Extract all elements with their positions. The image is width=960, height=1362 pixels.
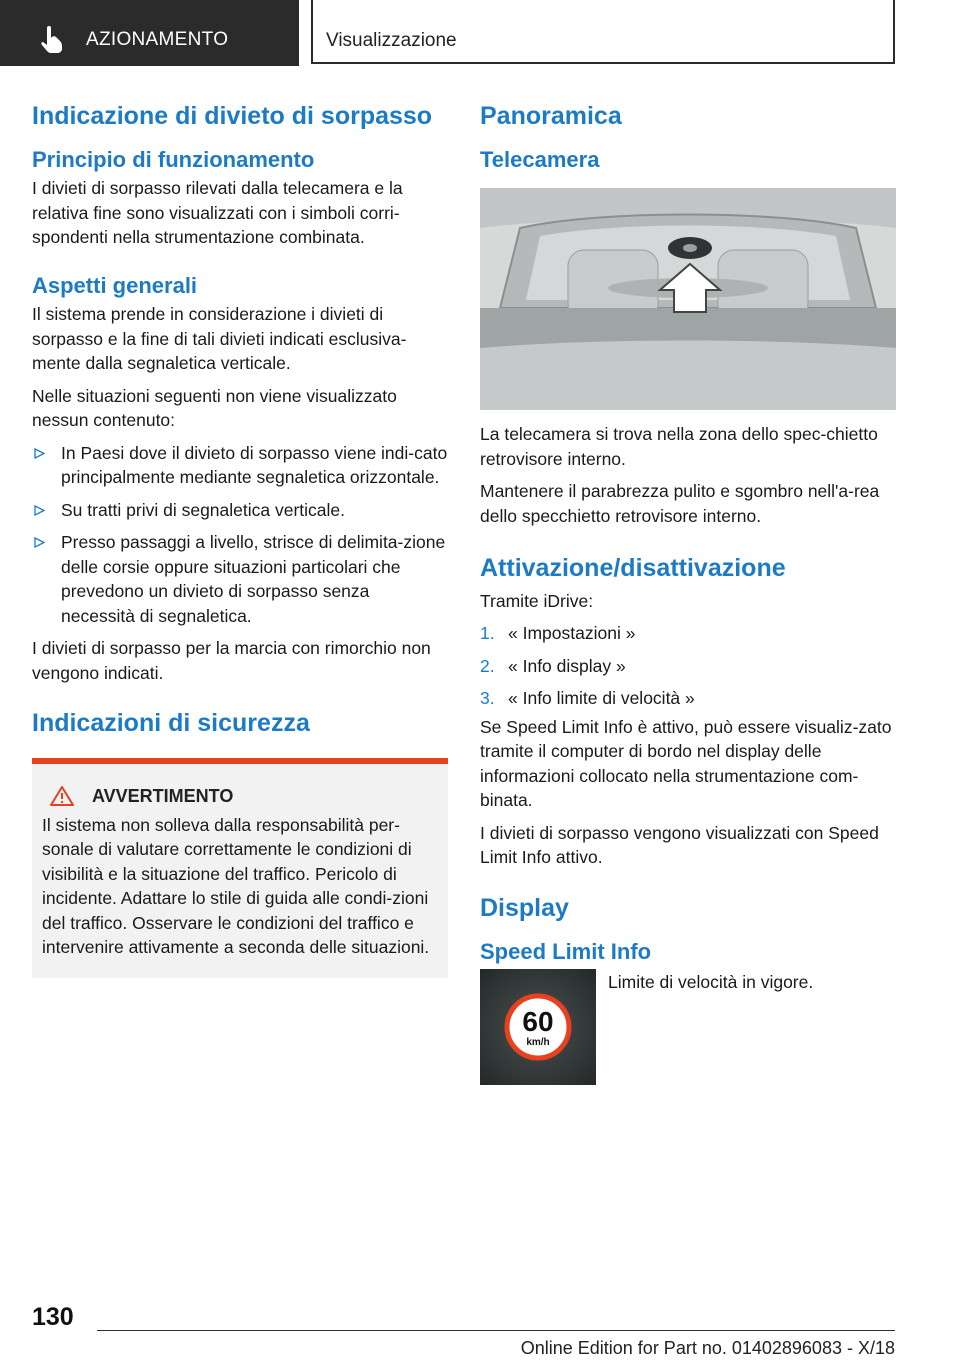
pointing-hand-icon: [40, 26, 64, 54]
activation-intro: Tramite iDrive:: [480, 590, 594, 611]
idrive-steps: [480, 621, 896, 711]
general-text-1: Il sistema prende in considerazione i divieti di sorpasso e la fine di tali divieti indicati esclusiva-mente dalla segnaletica verticale.: [32, 304, 407, 374]
right-column: [480, 100, 896, 1085]
activation-heading: Attivazione/disattivazione: [480, 554, 786, 583]
camera-text-1: La telecamera si trova nella zona dello spec-chietto retrovisore interno.: [480, 424, 878, 469]
list-item: Su tratti privi di segnaletica verticale.: [32, 498, 448, 523]
footer-divider: [97, 1330, 895, 1331]
warning-text: Il sistema non solleva dalla responsabilità per-sonale di valutare correttamente le condizioni di visibilità e la situazione del traffico. Pericolo di incidente. Adattare lo stile di guida alle condi-zioni del traffico. Osservare le condizioni del traffico e intervenire attivamente a seconda delle situazioni.: [42, 814, 430, 958]
overview-heading: Panoramica: [480, 102, 622, 130]
list-item: In Paesi dove il divieto di sorpasso viene indi-cato principalmente mediante segnaletica orizzontale.: [32, 441, 448, 490]
sign-unit: km/h: [526, 1036, 550, 1048]
general-text-2: Nelle situazioni seguenti non viene visualizzato nessun contenuto:: [32, 385, 397, 431]
main-title: Indicazione di divieto di sorpasso: [32, 102, 433, 130]
list-item: Presso passaggi a livello, strisce di delimita-zione delle corsie oppure situazioni particolari che prevedono un divieto di sorpasso senza necessità di segnaletica.: [32, 530, 448, 628]
step-item: 3. « Info limite di velocità »: [480, 688, 695, 709]
warning-triangle-icon: [50, 786, 74, 806]
activation-text-1: Se Speed Limit Info è attivo, può essere visualiz-zato tramite il computer di bordo nel display delle informazioni collocato nella strumentazione com-binata.: [480, 716, 892, 811]
section-tab: [0, 0, 299, 66]
triangle-bullet-icon: [34, 448, 45, 459]
step-item: 1. « Impostazioni »: [480, 623, 636, 644]
speed-limit-sign-icon: [480, 969, 596, 1085]
principle-text: I divieti di sorpasso rilevati dalla telecamera e la relativa fine sono visualizzati con i simboli corri-spondenti nella strumentazione combinata.: [32, 178, 403, 248]
camera-location-illustration: [480, 188, 896, 410]
topic-box: [311, 0, 895, 64]
principle-heading: Principio di funzionamento: [32, 146, 315, 172]
trailer-text: I divieti di sorpasso per la marcia con rimorchio non vengono indicati.: [32, 638, 431, 683]
display-heading: Display: [480, 893, 569, 922]
safety-heading: Indicazioni di sicurezza: [32, 709, 310, 738]
sli-text: Limite di velocità in vigore.: [608, 971, 814, 992]
left-column: [32, 100, 448, 978]
topic-label: Visualizzazione: [326, 30, 457, 51]
sign-value: 60: [522, 1005, 554, 1037]
camera-text-2: Mantenere il parabrezza pulito e sgombro nell'a-rea dello specchietto retrovisore interno.: [480, 481, 880, 526]
camera-heading: Telecamera: [480, 146, 600, 172]
triangle-bullet-icon: [34, 537, 45, 548]
activation-text-2: I divieti di sorpasso vengono visualizzati con Speed Limit Info attivo.: [480, 822, 879, 868]
sli-heading: Speed Limit Info: [480, 939, 652, 965]
section-label: AZIONAMENTO: [86, 29, 229, 50]
edition-note: Online Edition for Part no. 01402896083 - X/18: [520, 1338, 895, 1358]
warning-box: [32, 758, 448, 978]
general-heading: Aspetti generali: [32, 272, 198, 298]
triangle-bullet-icon: [34, 505, 45, 516]
page-number: 130: [32, 1303, 74, 1331]
step-item: 2. « Info display »: [480, 655, 626, 676]
warning-title-row: [42, 786, 438, 807]
warning-title: AVVERTIMENTO: [92, 785, 234, 806]
sli-row: [480, 969, 896, 1085]
situation-list: [32, 441, 448, 629]
